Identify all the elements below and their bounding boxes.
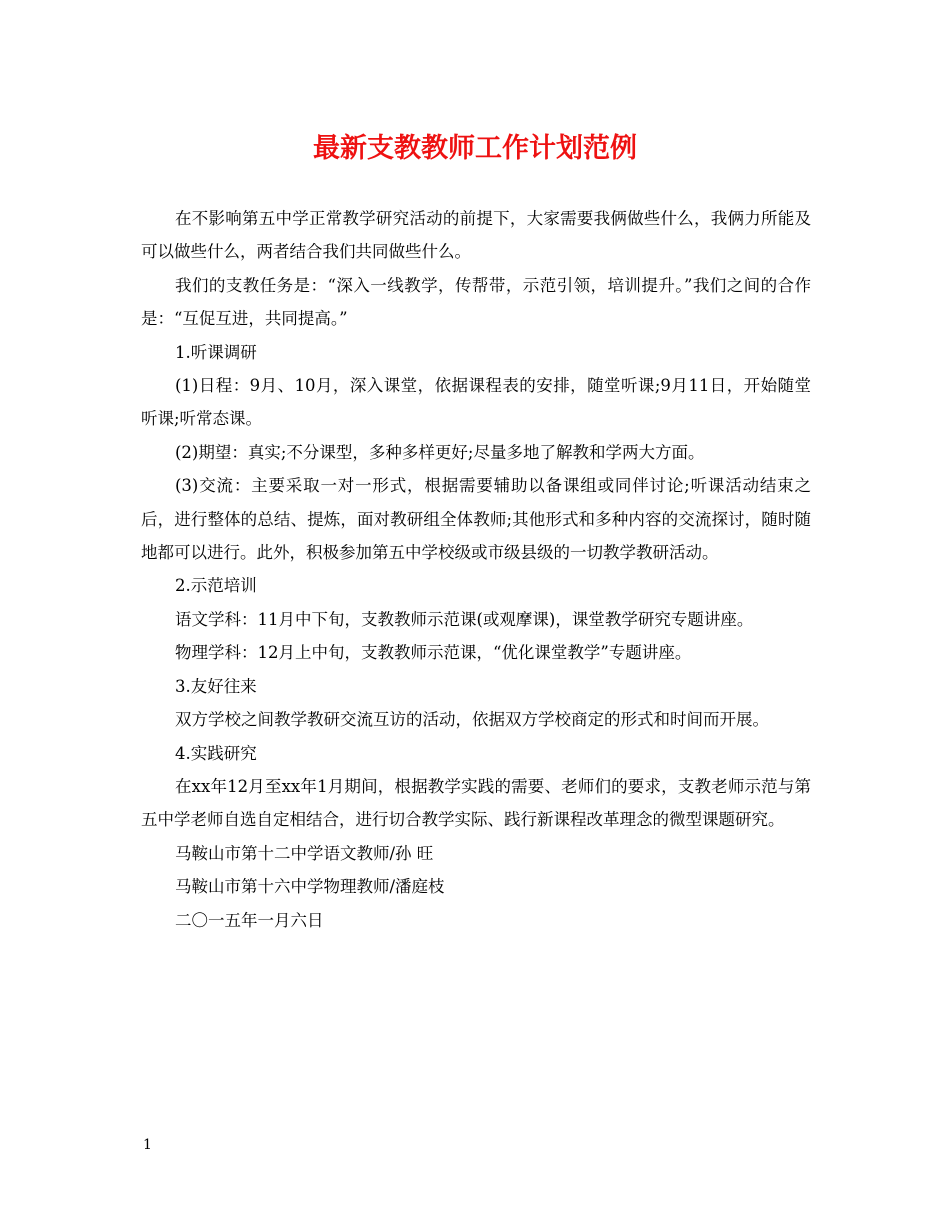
paragraph-schedule: (1)日程：9月、10月，深入课堂，依据课程表的安排，随堂听课;9月11日，开始随堂听课;听常态课。: [141, 376, 811, 429]
paragraph-visits: 双方学校之间教学教研交流互访的活动，依据双方学校商定的形式和时间而开展。: [175, 710, 769, 730]
section-heading-training: 2.示范培训: [175, 576, 257, 596]
paragraph-exchange: (3)交流：主要采取一对一形式，根据需要辅助以备课组或同伴讨论;听课活动结束之后，进行整体的总结、提炼，面对教研组全体教师;其他形式和多种内容的交流探讨，随时随地都可以进行。此外，积极参加第五中学校级或市级县级的一切教学教研活动。: [141, 476, 811, 563]
signature-teacher-2: 马鞍山市第十六中学物理教师/潘庭枝: [175, 877, 445, 897]
paragraph-chinese: 语文学科：11月中下旬，支教教师示范课(或观摩课)，课堂教学研究专题讲座。: [175, 609, 754, 629]
paragraph-research: 在xx年12月至xx年1月期间，根据教学实践的需要、老师们的要求，支教老师示范与第五中学老师自选自定相结合，进行切合教学实际、践行新课程改革理念的微型课题研究。: [141, 776, 811, 830]
paragraph-physics: 物理学科：12月上中旬，支教教师示范课，“优化课堂教学”专题讲座。: [175, 643, 692, 663]
section-heading-exchange: 3.友好往来: [175, 676, 257, 696]
document-title: 最新支教教师工作计划范例: [313, 133, 637, 164]
section-heading-listening: 1.听课调研: [175, 342, 257, 362]
section-heading-research: 4.实践研究: [175, 743, 257, 763]
paragraph-task: 我们的支教任务是：“深入一线教学，传帮带，示范引领，培训提升。”我们之间的合作是：“互促互进，共同提高。”: [141, 275, 811, 329]
document-body: [141, 202, 811, 937]
paragraph-expectation: (2)期望：真实;不分课型，多种多样更好;尽量多地了解教和学两大方面。: [175, 442, 705, 462]
document-date: 二〇一五年一月六日: [175, 910, 324, 930]
signature-teacher-1: 马鞍山市第十二中学语文教师/孙 旺: [175, 843, 434, 863]
page-number: 1: [143, 1137, 152, 1153]
paragraph-intro: 在不影响第五中学正常教学研究活动的前提下，大家需要我俩做些什么，我俩力所能及可以做些什么，两者结合我们共同做些什么。: [141, 209, 811, 262]
